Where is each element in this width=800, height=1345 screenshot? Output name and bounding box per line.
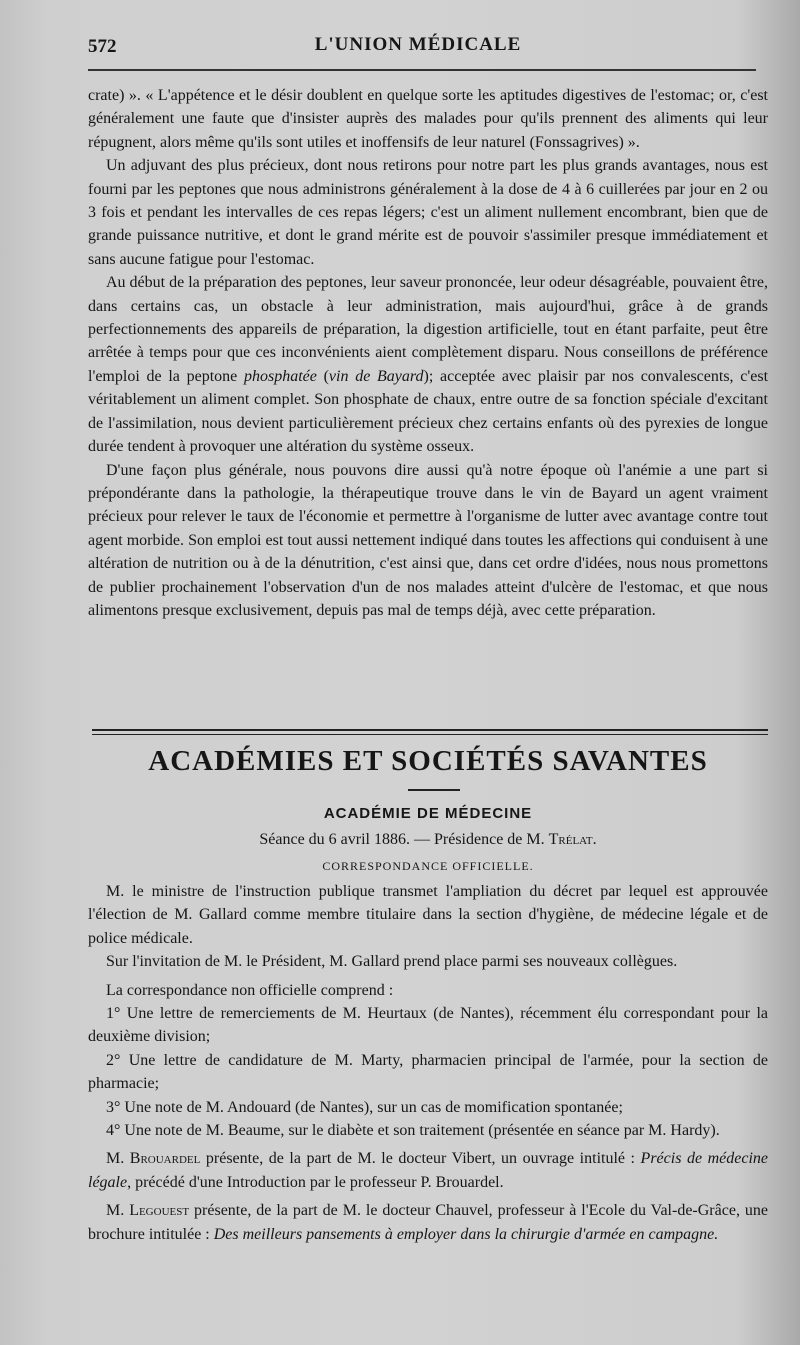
section-divider-thick [92, 729, 768, 731]
session-prefix: Séance du 6 avril 1886. — Présidence de M. [259, 831, 549, 848]
session-line [88, 831, 768, 849]
section-title: ACADÉMIES ET SOCIÉTÉS SAVANTES [148, 745, 708, 777]
italic-text: Précis de médecine légale [88, 1150, 769, 1191]
text-run: présente, de la part de M. le docteur Chauvel, professeur à l'Ecole du Val-de-Grâce, une brochure intitulée : [88, 1202, 768, 1243]
italic-text: vin de Bayard [328, 367, 424, 385]
paragraph [88, 979, 768, 1002]
paragraph [88, 271, 768, 458]
paragraph [88, 1199, 768, 1246]
paragraph [88, 1096, 768, 1119]
text-run: Un adjuvant des plus précieux, dont nous retirons pour notre part les plus grands avantages, nous est fourni par les peptones que nous administrons généralement à la dose de 4 à 6 cuillerées par jour en 2 ou 3 fois et pendant les intervalles de ces repas légers; c'est un aliment nullement encombrant, bien que de grande puissance nutritive, et dont le grand mérite est de pouvoir s'assimiler presque immédiatement et sans aucune fatigue pour l'estomac. [88, 157, 768, 268]
text-run: La correspondance non officielle comprend : [106, 981, 394, 999]
italic-text: Des meilleurs pansements à employer dans la chirurgie d'armée en campagne. [213, 1225, 719, 1243]
header-rule [88, 69, 756, 71]
paragraph [88, 1049, 768, 1096]
article-body [88, 84, 768, 622]
text-run: Au début de la préparation des peptones, leur saveur prononcée, leur odeur désagréable, pouvaient être, dans certains cas, un obstacle à leur administration, mais aujourd'hui, grâce à de grands perfectionnements des appareils de préparation, la digestion artificielle, tout en étant parfaite, peut être arrêtée à temps pour que ces inconvénients aient complètement disparu. Nous conseillons de préférence l'emploi de la peptone [88, 274, 768, 385]
session-suffix: . [592, 831, 597, 848]
text-run: 4° Une note de M. Beaume, sur le diabète et son traitement (présentée en séance par M. Hardy). [106, 1122, 720, 1140]
paragraph [88, 84, 768, 154]
text-run: 1° Une lettre de remerciements de M. Heurtaux (de Nantes), récemment élu correspondant pour la deuxième division; [88, 1005, 768, 1046]
text-run: M. le ministre de l'instruction publique transmet l'ampliation du décret par lequel est approuvée l'élection de M. Gallard comme membre titulaire dans la section d'hygiène, de médecine légale et de police médicale. [88, 883, 768, 947]
text-run: 3° Une note de M. Andouard (de Nantes), sur un cas de momification spontanée; [106, 1098, 623, 1116]
section-body [88, 880, 768, 1246]
paragraph [88, 1119, 768, 1142]
correspondence-title: CORRESPONDANCE OFFICIELLE. [322, 859, 534, 873]
paragraph [88, 154, 768, 271]
text-run: Sur l'invitation de M. le Président, M. Gallard prend place parmi ses nouveaux collègues. [106, 953, 678, 971]
smallcaps-name: Legouest [129, 1202, 190, 1220]
section-divider-thin [92, 734, 768, 735]
smallcaps-name: Brouardel [129, 1150, 201, 1168]
text-run: présente, de la part de M. le docteur Vibert, un ouvrage intitulé : [200, 1150, 641, 1168]
italic-text: phosphatée [243, 367, 317, 385]
running-header [88, 32, 748, 62]
paragraph [88, 1002, 768, 1049]
text-run: D'une façon plus générale, nous pouvons dire aussi qu'à notre époque où l'anémie a une part si prépondérante dans la pathologie, la thérapeutique trouve dans le vin de Bayard un agent vraiment précieux pour relever le taux de l'économie et permettre à l'organisme de lutter avec avantage contre tout agent morbide. Son emploi est tout aussi nettement indiqué dans toutes les affections qui conduisent à une altération de nutrition ou à de la dénutrition, c'est ainsi que, dans cet ordre d'idées, nous nous promettons de publier prochainement l'observation d'un de nos malades atteint d'ulcère de l'estomac, et que nous alimentons presque exclusivement, depuis pas mal de temps déjà, avec cette préparation. [88, 461, 768, 619]
paragraph [88, 459, 768, 623]
text-run: ); acceptée avec plaisir par nos convalescents, c'est véritablement un aliment complet. Son phosphate de chaux, entre outre de sa fonction spéciale d'excitant de l'assimilation, nous devient particulièrement précieux chez certains enfants où des pyrexies de longue durée tendent à provoquer une altération du système osseux. [88, 367, 769, 456]
text-run: M. [106, 1150, 130, 1168]
section-title-rule [408, 789, 460, 791]
journal-title: L'UNION MÉDICALE [314, 34, 522, 55]
text-run: ( [316, 367, 329, 385]
paragraph [88, 1147, 768, 1194]
paragraph [88, 950, 768, 973]
president-name: Trélat [548, 831, 593, 848]
text-run: , précédé d'une Introduction par le professeur P. Brouardel. [127, 1173, 504, 1191]
page-number: 572 [88, 36, 117, 57]
academy-title: ACADÉMIE DE MÉDECINE [323, 805, 533, 822]
text-run: crate) ». « L'appétence et le désir doublent en quelque sorte les aptitudes digestives de l'estomac; or, c'est généralement une faute que d'insister auprès des malades pour qu'ils prennent des aliments qui leur répugnent, alors même qu'ils sont utiles et inoffensifs de leur naturel (Fonssagrives) ». [88, 87, 768, 151]
text-run: 2° Une lettre de candidature de M. Marty, pharmacien principal de l'armée, pour la section de pharmacie; [88, 1051, 768, 1093]
paragraph [88, 880, 768, 950]
text-run: M. [106, 1202, 130, 1220]
